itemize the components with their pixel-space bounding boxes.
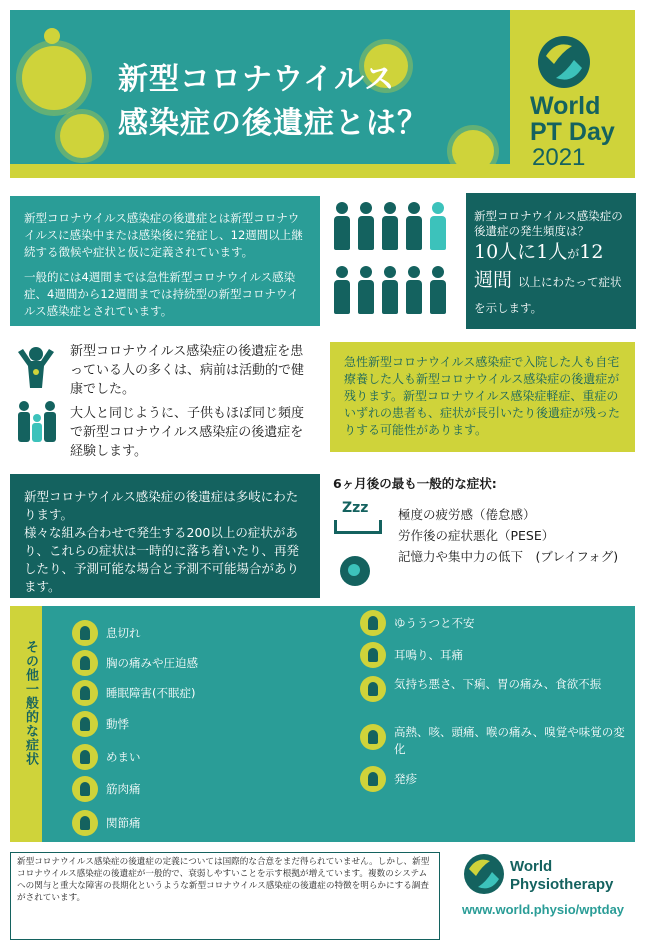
page-title: 新型コロナウイルス 感染症の後遺症とは？: [118, 62, 428, 141]
symptom-brain-fog: 記憶力や集中力の低下 (ブレイフォグ): [398, 549, 619, 564]
org-name-world: World: [510, 858, 553, 875]
variety-text: 新型コロナウイルス感染症の後遺症は多岐にわたります。: [24, 489, 299, 522]
world-physiotherapy-logo-icon: [462, 852, 506, 896]
thermometer-icon: [360, 724, 386, 750]
cheering-person-icon: [16, 346, 56, 390]
frequency-question: 新型コロナウイルス感染症の後遺症の発生頻度は？: [474, 209, 623, 238]
brand-pt-day: PT Day: [530, 118, 615, 146]
children-text: 大人と同じように、子供もほぼ同じ頻度で新型コロナウイルス感染症の後遺症を経験します。: [70, 406, 305, 459]
stomach-icon: [360, 676, 386, 702]
family-icon: [12, 400, 62, 444]
insomnia-icon: [72, 680, 98, 706]
healthy-patients-text: 新型コロナウイルス感染症の後遺症を患っている人の多くは、病前は活動的で健康でした。: [70, 344, 305, 397]
person-icon: [406, 266, 422, 314]
variety-box: [10, 474, 320, 598]
symptom-item: [72, 620, 141, 646]
hospital-box: 急性新型コロナウイルス感染症で入院した人も自宅療養した人も新型コロナウイルス感染症の後遺症が残ります。新型コロナウイルス感染症軽症、重症のいずれの患者も、症状が長引いたり後遺症が残ったりする可能性があります。: [330, 342, 635, 452]
person-icon: [358, 202, 374, 250]
symptom-item: [72, 650, 198, 676]
frequency-ratio: 10人に: [474, 241, 537, 263]
symptom-label: 関節痛: [106, 815, 141, 830]
person-icon: [382, 202, 398, 250]
symptom-label: 発疹: [394, 771, 417, 786]
person-icon: [406, 202, 422, 250]
people-figure-grid: [330, 200, 460, 330]
symptom-label: 筋肉痛: [106, 781, 141, 796]
brand-world: World: [530, 92, 601, 120]
heartbeat-icon: [72, 711, 98, 737]
ear-icon: [360, 642, 386, 668]
symptom-item: [360, 642, 463, 668]
definition-text: 新型コロナウイルス感染症の後遺症とは新型コロナウイルスに感染中または感染後に発症し、12週間以上継続する徴候や症状と仮に定義されています。: [24, 211, 303, 259]
symptom-label: 睡眠障害(不眠症): [106, 685, 196, 700]
symptom-label: 気持ち悪さ、下痢、胃の痛み、食欲不振: [394, 677, 602, 691]
person-icon: [430, 266, 446, 314]
dizziness-icon: [72, 744, 98, 770]
zzz-label: Zzz: [342, 500, 369, 516]
symptom-item: [360, 676, 630, 702]
symptom-item: [360, 766, 417, 792]
virus-icon: [44, 28, 60, 44]
symptom-pese: 労作後の症状悪化（PESE）: [398, 528, 555, 543]
symptom-item: [72, 744, 141, 770]
rash-icon: [360, 766, 386, 792]
frequency-one-person: 1人: [536, 241, 568, 263]
world-pt-day-logo-icon: [536, 34, 592, 90]
frequency-tail: 以上にわたって症状を示します。: [474, 275, 622, 315]
depression-icon: [360, 610, 386, 636]
muscle-pain-icon: [72, 776, 98, 802]
symptom-label: 息切れ: [106, 625, 141, 640]
person-icon: [358, 266, 374, 314]
other-symptoms-label: その他一般的な症状: [23, 640, 38, 766]
frequency-weeks: 週間: [474, 269, 513, 291]
definition-detail: 一般的には4週間までは急性新型コロナウイルス感染症、4週間から12週間までは持続型の新型コロナウイルス感染症とされています。: [24, 270, 299, 318]
variety-detail: 様々な組み合わせで発生する200以上の症状があり、これらの症状は一時的に落ち着いたり、再発したり、予測可能な場合と予測不可能場合があります。: [24, 525, 300, 594]
person-icon: [334, 266, 350, 314]
footer-note: 新型コロナウイルス感染症の後遺症の定義については国際的な合意をまだ得られていません。しかし、新型コロナウイルス感染症の後遺症が一般的で、衰弱しやすいことを示す根拠が増えています。複数のシステムへの関与と重大な障害の長期化というような新型コロナウイルス感染症の後遺症の特徴を明らかにする調査がされています。: [10, 852, 440, 940]
frequency-box: [466, 193, 636, 329]
frequency-stat: [474, 239, 626, 319]
common-symptoms-heading: 6ヶ月後の最も一般的な症状:: [333, 476, 497, 491]
symptom-fatigue: 極度の疲労感（倦怠感）: [398, 507, 536, 522]
symptom-label: ゆううつと不安: [394, 615, 475, 630]
person-icon: [382, 266, 398, 314]
joint-pain-icon: [72, 810, 98, 836]
virus-icon: [60, 114, 104, 158]
virus-icon: [22, 46, 86, 110]
brand-year: 2021: [532, 144, 586, 171]
symptom-label: 胸の痛みや圧迫感: [106, 655, 198, 670]
definition-box: [10, 196, 320, 326]
symptom-item: [72, 680, 195, 706]
symptom-label: 耳鳴り、耳痛: [394, 647, 463, 662]
org-name-physiotherapy: Physiotherapy: [510, 876, 614, 893]
symptom-item: [72, 776, 141, 802]
symptom-item: [72, 810, 141, 836]
chest-pain-icon: [72, 650, 98, 676]
symptom-item: [360, 610, 475, 636]
symptom-label: 動悸: [106, 716, 129, 731]
highlighted-person-icon: [430, 202, 446, 250]
symptom-label: めまい: [106, 749, 141, 764]
website-link[interactable]: www.world.physio/wptday: [462, 902, 625, 917]
symptom-item: [72, 711, 129, 737]
brain-fog-icon: [340, 556, 370, 586]
person-icon: [334, 202, 350, 250]
frequency-particle: が: [567, 247, 580, 261]
symptom-item: [360, 724, 630, 758]
symptom-label: 高熱、咳、頭痛、喉の痛み、嗅覚や味覚の変化: [394, 725, 625, 756]
sleep-bed-icon: [332, 500, 384, 540]
lungs-icon: [72, 620, 98, 646]
frequency-number: 12: [579, 241, 604, 263]
